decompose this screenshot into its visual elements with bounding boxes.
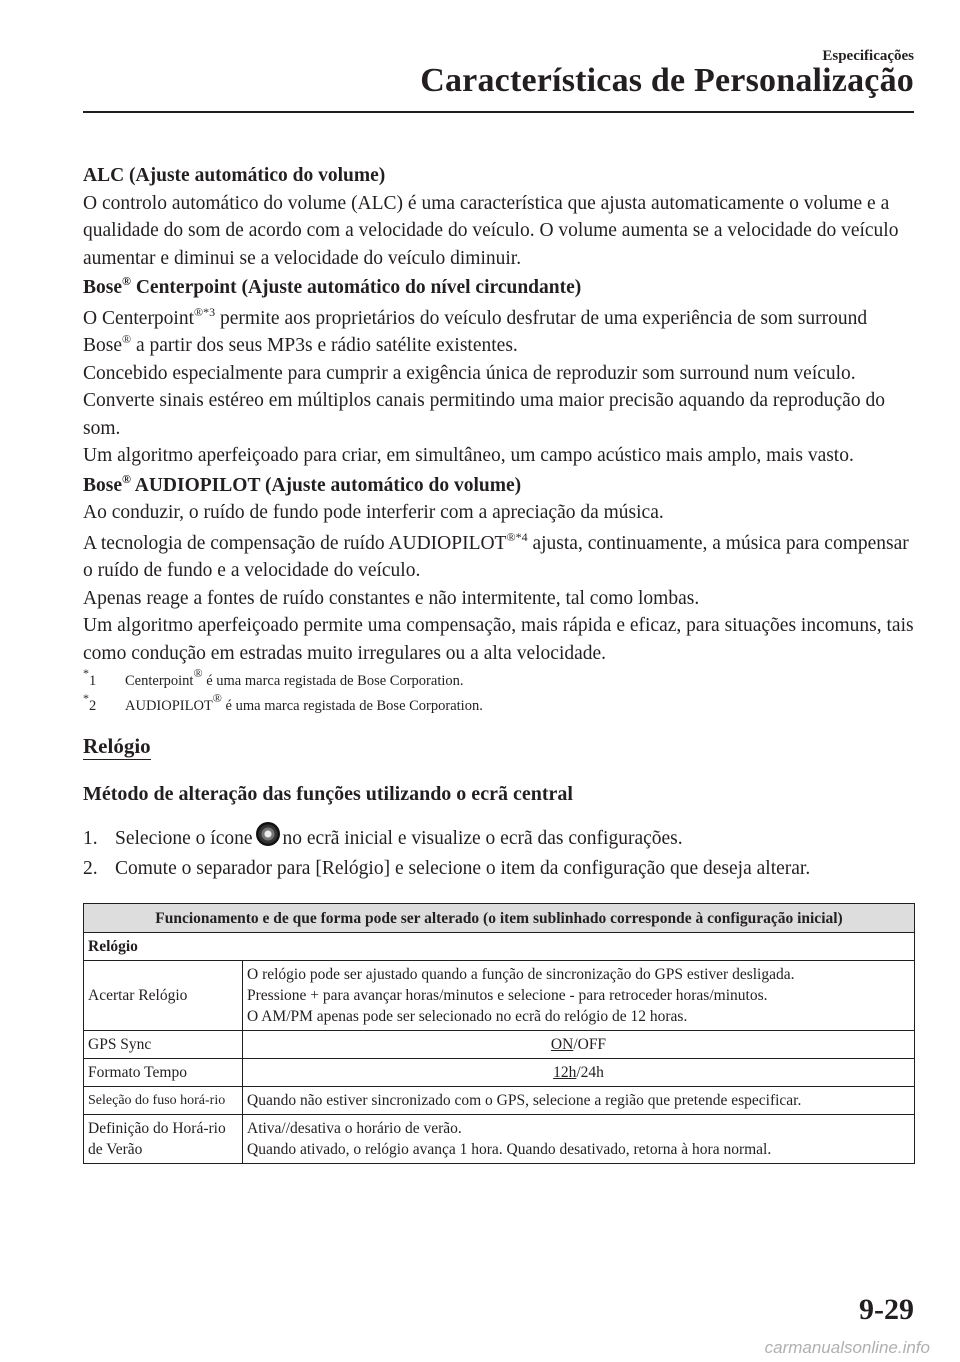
row-options: 12h/24h: [243, 1059, 915, 1087]
row-label: Definição do Horá-rio de Verão: [84, 1115, 243, 1164]
audiopilot-p4: Um algoritmo aperfeiçoado permite uma compensação, mais rápida e eficaz, para situações incomuns, tais como condução em estradas muito irregulares ou a alta velocidade.: [83, 615, 914, 664]
watermark: carmanualsonline.info: [764, 1338, 930, 1357]
footnote: *1 Centerpoint® é uma marca registada de Bose Corporation.: [83, 666, 464, 689]
row-label: Formato Tempo: [84, 1059, 243, 1087]
centerpoint-p1: O Centerpoint$^{®*3}$ permite aos proprietários do veículo desfrutar de uma experiência de som surround Bose® a partir dos seus MP3s e rádio satélite existentes.: [83, 304, 868, 356]
relogio-title: Relógio: [83, 734, 151, 758]
audiopilot-p2: A tecnologia de compensação de ruído $AUDIOPILOT^{®*4}$ ajusta, continuamente, a música para compensar o ruído de fundo e a velocidade do veículo.: [83, 529, 909, 581]
audiopilot-p3: Apenas reage a fontes de ruído constantes e não intermitente, tal como lombas.: [83, 587, 700, 609]
table-row: [84, 1087, 915, 1115]
row-label: GPS Sync: [84, 1031, 243, 1059]
method-heading: Método de alteração das funções utilizando o ecrã central: [83, 783, 573, 805]
step-1: 1. Selecione o ícone no ecrã inicial e visualize o ecrã das configurações.: [83, 822, 914, 854]
centerpoint-p2: Concebido especialmente para cumprir a exigência única de reproduzir som surround num veículo.: [83, 362, 856, 384]
row-desc: Ativa//desativa o horário de verão. Quando ativado, o relógio avança 1 hora. Quando desativado, retorna à hora normal.: [243, 1115, 915, 1164]
table-row: [84, 1115, 915, 1164]
step-2: 2. Comute o separador para [Relógio] e selecione o item da configuração que deseja alterar.: [83, 858, 811, 879]
table-row: [84, 1059, 915, 1087]
table-header: Funcionamento e de que forma pode ser alterado (o item sublinhado corresponde à configuração inicial): [84, 904, 915, 933]
centerpoint-p4: Um algoritmo aperfeiçoado para criar, em simultâneo, um campo acústico mais amplo, mais vasto.: [83, 445, 854, 466]
page-content: [83, 162, 914, 1164]
centerpoint-heading: Bose® Centerpoint (Ajuste automático do nível circundante): [83, 274, 582, 298]
row-desc: Quando não estiver sincronizado com o GPS, selecione a região que pretende especificar.: [243, 1087, 915, 1115]
row-desc: O relógio pode ser ajustado quando a função de sincronização do GPS estiver desligada. Pressione + para avançar horas/minutos e selecione - para retroceder horas/minutos. O AM/PM apenas pode ser selecionado no ecrã do relógio de 12 horas.: [243, 961, 915, 1031]
page-title: Características de Personalização: [420, 62, 914, 99]
row-label: Acertar Relógio: [84, 961, 243, 1031]
table-row: [84, 1031, 915, 1059]
settings-table: [83, 903, 915, 1164]
table-row: [84, 961, 915, 1031]
centerpoint-p3: Converte sinais estéreo em múltiplos canais permitindo uma maior precisão aquando da reprodução do som.: [83, 390, 885, 439]
page-number: 9-29: [859, 1293, 914, 1326]
table-group-relogio: Relógio: [84, 933, 915, 961]
audiopilot-p1: Ao conduzir, o ruído de fundo pode interferir com a apreciação da música.: [83, 502, 664, 523]
row-label: Seleção do fuso horá-rio: [84, 1087, 243, 1115]
row-options: ON/OFF: [243, 1031, 915, 1059]
alc-body: O controlo automático do volume (ALC) é uma característica que ajusta automaticamente o volume e a qualidade do som de acordo com a velocidade do veículo. O volume aumenta se a velocidade do veículo aumentar e diminui se a velocidade do veículo diminuir.: [83, 192, 899, 269]
header-rule: [83, 111, 914, 113]
alc-heading: ALC (Ajuste automático do volume): [83, 165, 386, 186]
settings-gear-icon: [256, 822, 280, 846]
section-label: Especificações: [822, 48, 914, 64]
audiopilot-heading: Bose® AUDIOPILOT (Ajuste automático do volume): [83, 471, 522, 496]
footnote: *2 AUDIOPILOT® é uma marca registada de Bose Corporation.: [83, 691, 483, 714]
